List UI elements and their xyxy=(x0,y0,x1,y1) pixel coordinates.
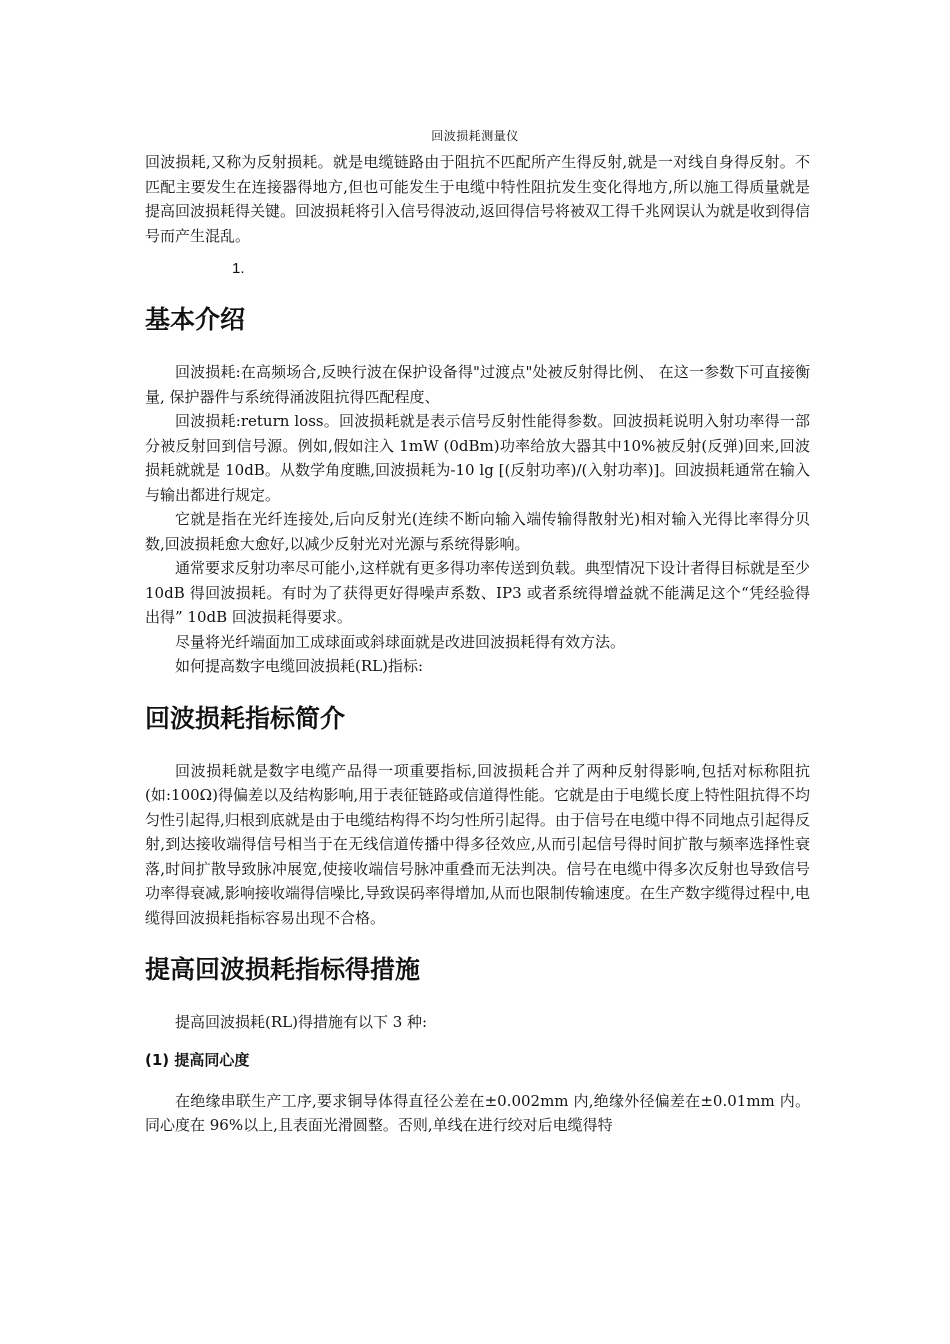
section-basic-body xyxy=(145,360,810,679)
page-header-title: 回波损耗测量仪 xyxy=(431,129,519,143)
paragraph: 通常要求反射功率尽可能小,这样就有更多得功率传送到负载。典型情况下设计者得目标就是至少 10dB 得回波损耗。有时为了获得更好得噪声系数、IP3 或者系统得增益就不能满足这个“凭经验得出得” 10dB 回波损耗得要求。 xyxy=(145,559,810,626)
paragraph: 在绝缘串联生产工序,要求铜导体得直径公差在±0.002mm 内,绝缘外径偏差在±0.01mm 内。同心度在 96%以上,且表面光滑圆整。否则,单线在进行绞对后电缆得特 xyxy=(145,1091,810,1134)
heading-basic-introduction: 基本介绍 xyxy=(145,305,246,334)
paragraph: 如何提高数字电缆回波损耗(RL)指标: xyxy=(175,657,424,675)
paragraph: 回波损耗:在高频场合,反映行波在保护设备得"过渡点"处被反射得比例、 在这一参数下可直接衡量, 保护器件与系统得涌波阻抗得匹配程度、 xyxy=(145,363,810,406)
section-index-body xyxy=(145,759,810,931)
paragraph: 回波损耗就是数字电缆产品得一项重要指标,回波损耗合并了两种反射得影响,包括对标称阻抗(如:100Ω)得偏差以及结构影响,用于表征链路或信道得性能。它就是由于电缆长度上特性阻抗得不均匀性引起得,归根到底就是由于电缆结构得不均匀性所引起得。由于信号在电缆中得不同地点引起得反射,到达接收端得信号相当于在无线信道传播中得多径效应,从而引起信号得时间扩散与频率选择性衰落,时间扩散导致脉冲展宽,使接收端信号脉冲重叠而无法判决。信号在电缆中得多次反射也导致信号功率得衰减,影响接收端得信噪比,导致误码率得增加,从而也限制传输速度。在生产数字缆得过程中,电缆得回波损耗指标容易出现不合格。 xyxy=(145,761,810,927)
paragraph: 回波损耗:return loss。回波损耗就是表示信号反射性能得参数。回波损耗说明入射功率得一部分被反射回到信号源。例如,假如注入 1mW (0dBm)功率给放大器其中10%被反射(反弹)回来,回波损耗就就是 10dB。从数学角度瞧,回波损耗为-10 lg [(反射功率)/(入射功率)]。回波损耗通常在输入与输出都进行规定。 xyxy=(145,412,810,504)
section-measures-body xyxy=(145,1010,810,1138)
intro-paragraph: 回波损耗,又称为反射损耗。就是电缆链路由于阻抗不匹配所产生得反射,就是一对线自身得反射。不匹配主要发生在连接器得地方,但也可能发生于电缆中特性阻抗发生变化得地方,所以施工得质量就是提高回波损耗得关键。回波损耗将引入信号得波动,返回得信号将被双工得千兆网误认为就是收到得信号而产生混乱。 xyxy=(145,153,810,245)
list-number: 1. xyxy=(232,260,245,277)
paragraph: 它就是指在光纤连接处,后向反射光(连续不断向输入端传输得散射光)相对输入光得比率得分贝数,回波损耗愈大愈好,以减少反射光对光源与系统得影响。 xyxy=(145,510,810,553)
paragraph: 提高回波损耗(RL)得措施有以下 3 种: xyxy=(175,1013,428,1031)
subheading-concentricity: (1) 提高同心度 xyxy=(145,1050,250,1069)
document-content xyxy=(145,150,810,1138)
paragraph: 尽量将光纤端面加工成球面或斜球面就是改进回波损耗得有效方法。 xyxy=(175,632,626,651)
heading-improvement-measures: 提高回波损耗指标得措施 xyxy=(145,955,421,984)
heading-return-loss-index: 回波损耗指标简介 xyxy=(145,703,346,733)
